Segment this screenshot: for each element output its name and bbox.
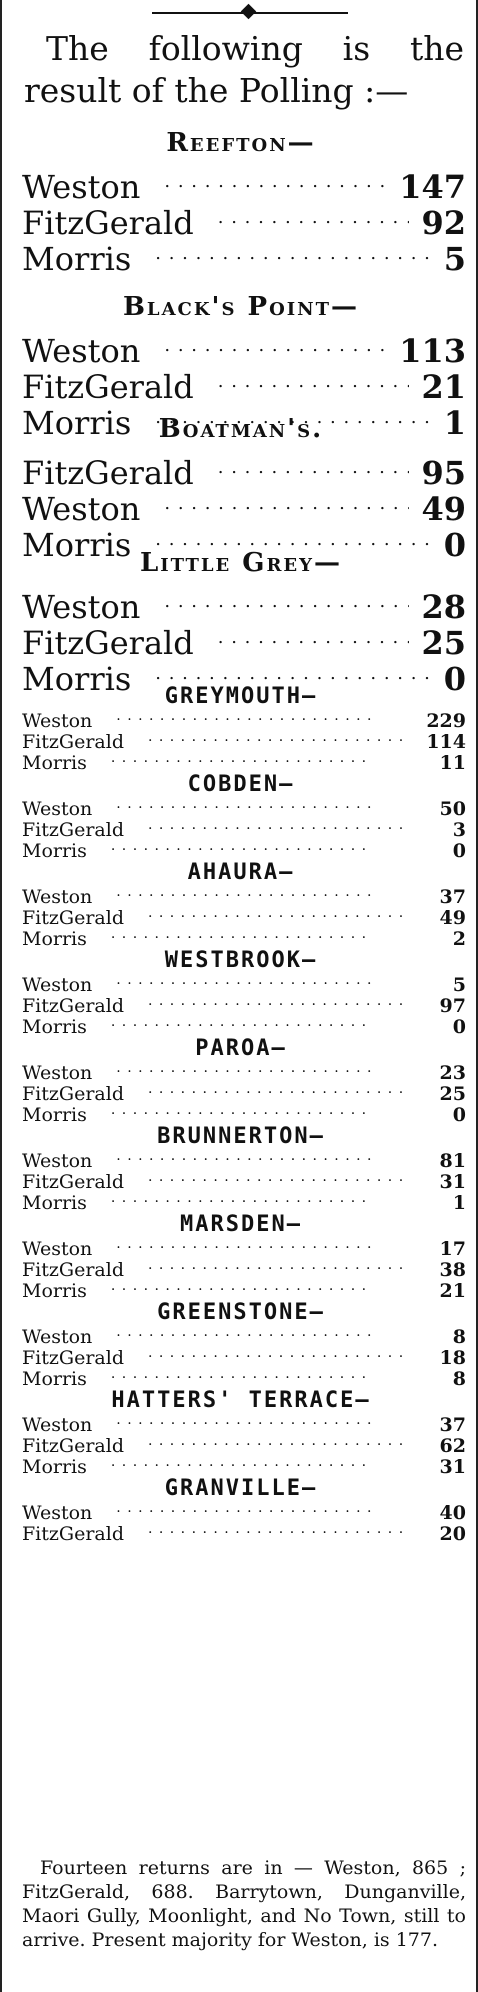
candidate-name: Morris: [22, 526, 132, 564]
candidate-name: FitzGerald: [22, 1347, 124, 1369]
vote-count: 5: [452, 974, 466, 996]
candidate-name: Weston: [22, 588, 141, 626]
result-row: [22, 204, 466, 242]
vote-count: 0: [443, 526, 466, 564]
district-heading: GREYMOUTH—: [164, 684, 318, 709]
candidate-name: Morris: [22, 1280, 87, 1302]
vote-count: 3: [452, 819, 466, 841]
vote-count: 81: [439, 1150, 466, 1172]
vote-count: 95: [421, 454, 466, 492]
candidate-name: Weston: [22, 974, 93, 996]
vote-count: 25: [439, 1083, 466, 1105]
candidate-name: FitzGerald: [22, 995, 124, 1017]
vote-count: 113: [399, 332, 466, 370]
vote-count: 31: [439, 1456, 466, 1478]
candidate-name: Weston: [22, 1150, 93, 1172]
result-row: [22, 1523, 466, 1547]
candidate-name: Morris: [22, 928, 87, 950]
candidate-name: Weston: [22, 1326, 93, 1348]
district-heading: Reefton—: [166, 128, 316, 158]
district-heading: GRANVILLE—: [164, 1476, 318, 1501]
district-heading: WESTBROOK—: [164, 948, 318, 973]
candidate-name: Weston: [22, 710, 93, 732]
vote-count: 229: [426, 710, 466, 732]
vote-count: 0: [443, 660, 466, 698]
candidate-name: FitzGerald: [22, 204, 194, 242]
candidate-name: FitzGerald: [22, 1083, 124, 1105]
vote-count: 21: [439, 1280, 466, 1302]
result-row: [22, 368, 466, 406]
result-row: [22, 490, 466, 528]
candidate-name: Morris: [22, 752, 87, 774]
vote-count: 0: [452, 840, 466, 862]
district-heading: Little Grey—: [139, 548, 342, 578]
candidate-name: Morris: [22, 240, 132, 278]
candidate-name: Weston: [22, 798, 93, 820]
candidate-name: FitzGerald: [22, 1523, 124, 1545]
candidate-name: Weston: [22, 1414, 93, 1436]
candidate-name: FitzGerald: [22, 454, 194, 492]
vote-count: 1: [443, 404, 466, 442]
ornamental-rule: [152, 12, 348, 14]
vote-count: 0: [452, 1104, 466, 1126]
result-row: [22, 588, 466, 626]
candidate-name: Morris: [22, 1104, 87, 1126]
candidate-name: FitzGerald: [22, 907, 124, 929]
candidate-name: FitzGerald: [22, 731, 124, 753]
vote-count: 92: [421, 204, 466, 242]
vote-count: 8: [452, 1326, 466, 1348]
vote-count: 37: [439, 1414, 466, 1436]
candidate-name: FitzGerald: [22, 819, 124, 841]
candidate-name: Weston: [22, 168, 141, 206]
candidate-name: Weston: [22, 1062, 93, 1084]
vote-count: 40: [439, 1502, 466, 1524]
vote-count: 31: [439, 1171, 466, 1193]
candidate-name: Morris: [22, 1192, 87, 1214]
candidate-name: Weston: [22, 332, 141, 370]
result-row: [22, 332, 466, 370]
district-heading: Boatman's.: [158, 414, 324, 444]
candidate-name: Weston: [22, 1238, 93, 1260]
district-heading: BRUNNERTON—: [157, 1124, 325, 1149]
candidate-name: FitzGerald: [22, 1259, 124, 1281]
candidate-name: Morris: [22, 660, 132, 698]
vote-count: 18: [439, 1347, 466, 1369]
district-heading: HATTERS' TERRACE—: [111, 1388, 371, 1413]
vote-count: 0: [452, 1016, 466, 1038]
vote-count: 8: [452, 1368, 466, 1390]
vote-count: 114: [426, 731, 466, 753]
vote-count: 23: [439, 1062, 466, 1084]
candidate-name: Weston: [22, 490, 141, 528]
candidate-name: Morris: [22, 404, 132, 442]
vote-count: 2: [452, 928, 466, 950]
vote-count: 5: [443, 240, 466, 278]
intro-paragraph: The following is the result of the Polling :—: [24, 29, 464, 110]
candidate-name: FitzGerald: [22, 624, 194, 662]
result-row: [22, 454, 466, 492]
vote-count: 37: [439, 886, 466, 908]
summary-paragraph: Fourteen returns are in — Weston, 865 ; FitzGerald, 688. Barrytown, Dunganville, Maori Gully, Moonlight, and No Town, still to arrive. Present majority for Weston, is 177.: [22, 1857, 466, 1951]
candidate-name: Morris: [22, 1016, 87, 1038]
vote-count: 21: [421, 368, 466, 406]
district-heading: Black's Point—: [122, 292, 360, 322]
vote-count: 62: [439, 1435, 466, 1457]
vote-count: 11: [439, 752, 466, 774]
result-row: [22, 240, 466, 278]
candidate-name: Morris: [22, 1456, 87, 1478]
candidate-name: Weston: [22, 1502, 93, 1524]
result-row: [22, 168, 466, 206]
district-heading: PAROA—: [195, 1036, 287, 1061]
candidate-name: FitzGerald: [22, 1435, 124, 1457]
vote-count: 17: [439, 1238, 466, 1260]
vote-count: 50: [439, 798, 466, 820]
candidate-name: FitzGerald: [22, 1171, 124, 1193]
vote-count: 20: [439, 1523, 466, 1545]
vote-count: 25: [421, 624, 466, 662]
vote-count: 147: [399, 168, 466, 206]
vote-count: 97: [439, 995, 466, 1017]
vote-count: 28: [421, 588, 466, 626]
vote-count: 1: [452, 1192, 466, 1214]
result-row: [22, 624, 466, 662]
district-heading: MARSDEN—: [180, 1212, 302, 1237]
vote-count: 38: [439, 1259, 466, 1281]
district-heading: GREENSTONE—: [157, 1300, 325, 1325]
vote-count: 49: [421, 490, 466, 528]
candidate-name: Weston: [22, 886, 93, 908]
district-heading: AHAURA—: [187, 860, 295, 885]
candidate-name: Morris: [22, 1368, 87, 1390]
candidate-name: Morris: [22, 840, 87, 862]
candidate-name: FitzGerald: [22, 368, 194, 406]
vote-count: 49: [439, 907, 466, 929]
district-heading: COBDEN—: [187, 772, 295, 797]
